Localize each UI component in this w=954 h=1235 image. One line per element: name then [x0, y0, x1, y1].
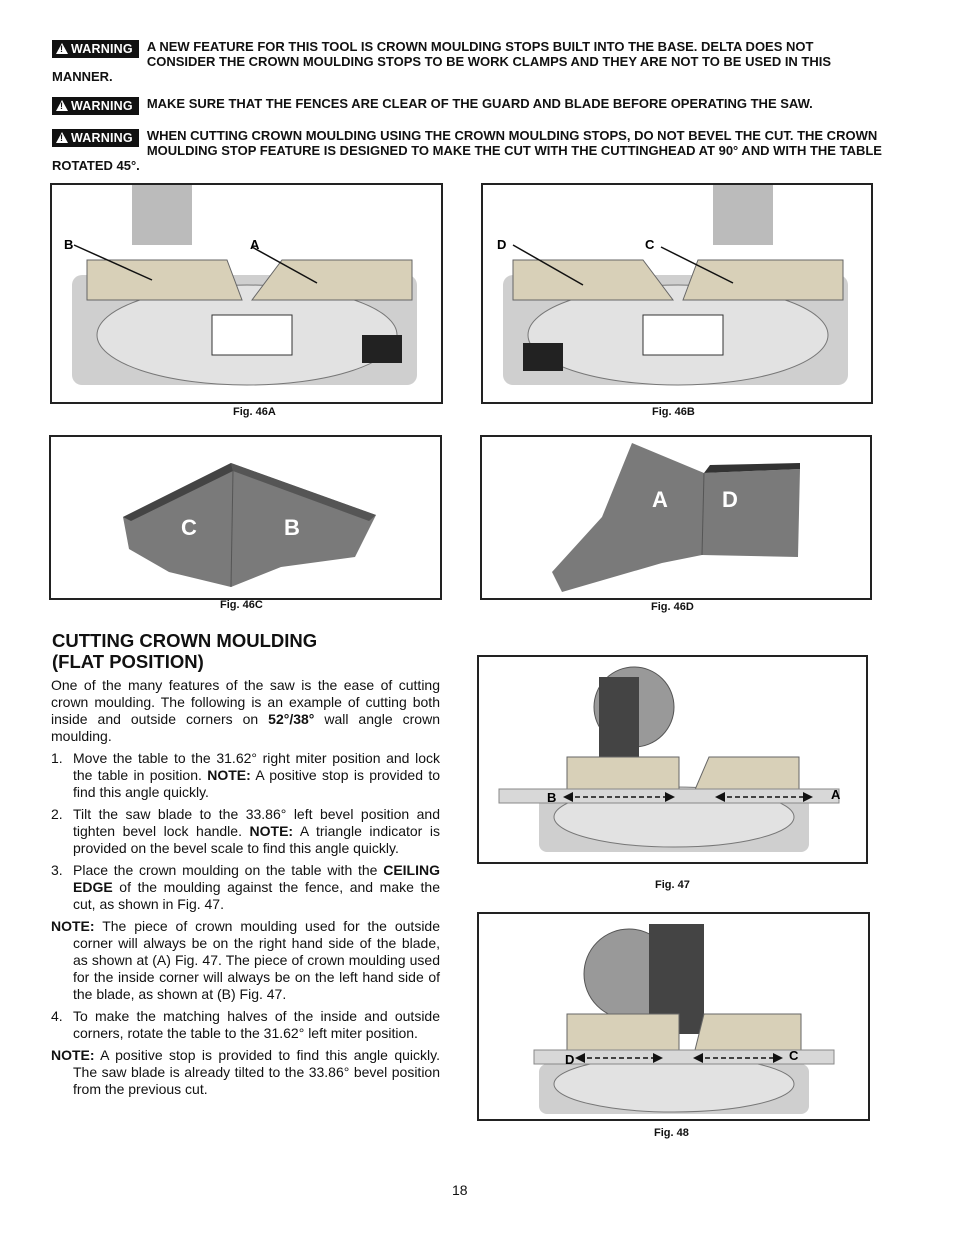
warning-badge: !WARNING [52, 129, 139, 147]
label-c: C [645, 237, 655, 252]
warning-triangle-icon [56, 43, 68, 54]
figure-46c [49, 435, 442, 600]
crown-moulding-illustration [51, 437, 440, 598]
label-d: D [497, 237, 507, 252]
saw-cut-illustration [479, 657, 866, 862]
warning-triangle-icon [56, 132, 68, 143]
warning-badge: !WARNING [52, 97, 139, 115]
figure-48 [477, 912, 870, 1121]
step-4: 4. To make the matching halves of the inside and outside corners, rotate the table to the 31.62° left miter position. [51, 1008, 440, 1041]
section-body [51, 677, 440, 1103]
warning-3 [52, 128, 882, 173]
step-2: 2. Tilt the saw blade to the 33.86° left bevel position and tighten bevel lock handle. NOTE: A triangle indicator is provided on the bevel scale to find this angle quickly. [51, 806, 440, 856]
figure-46b [481, 183, 873, 404]
warning-2-text: MAKE SURE THAT THE FENCES ARE CLEAR OF THE GUARD AND BLADE BEFORE OPERATING THE SAW. [146, 96, 813, 111]
note-1: NOTE: The piece of crown moulding used for the outside corner will always be on the right hand side of the blade, as shown at (A) Fig. 47. The piece of crown moulding used for the inside corner will always be on the left hand side of the blade, as shown at (B) Fig. 47. [51, 918, 440, 1002]
label-c: C [181, 515, 197, 540]
step-1: 1. Move the table to the 31.62° right miter position and lock the table in position. NOTE: A positive stop is provided to find this angle quickly. [51, 750, 440, 800]
saw-table-illustration [483, 185, 871, 402]
label-a: A [831, 787, 841, 802]
warning-3-text: WHEN CUTTING CROWN MOULDING USING THE CROWN MOULDING STOPS, DO NOT BEVEL THE CUT. THE CROWN MOULDING STOP FEATURE IS DESIGNED TO MAKE THE CUT WITH THE CUTTINGHEAD AT 90° AND WITH THE TABLE ROTATED 45°. [52, 128, 882, 173]
caption-48: Fig. 48 [654, 1127, 689, 1139]
intro-paragraph: One of the many features of the saw is the ease of cutting crown moulding. The following is an example of cutting both inside and outside corners on 52°/38° wall angle crown moulding. [51, 677, 440, 744]
note-2: NOTE: A positive stop is provided to find this angle quickly. The saw blade is already tilted to the 33.86° bevel position from the previous cut. [51, 1047, 440, 1097]
warning-2 [52, 96, 882, 115]
caption-46a: Fig. 46A [233, 406, 276, 418]
caption-46d: Fig. 46D [651, 601, 694, 613]
warning-triangle-icon [56, 100, 68, 111]
section-title: CUTTING CROWN MOULDING (FLAT POSITION) [52, 630, 318, 672]
page-number: 18 [452, 1182, 468, 1198]
warning-badge: !WARNING [52, 40, 139, 58]
label-d: D [722, 487, 738, 512]
figure-46a [50, 183, 443, 404]
caption-46b: Fig. 46B [652, 406, 695, 418]
label-b: B [284, 515, 300, 540]
caption-47: Fig. 47 [655, 879, 690, 891]
figure-46d [480, 435, 872, 600]
label-a: A [652, 487, 668, 512]
crown-moulding-illustration [482, 437, 870, 598]
label-d: D [565, 1052, 575, 1067]
saw-table-illustration [52, 185, 441, 402]
label-b: B [547, 790, 557, 805]
saw-cut-illustration [479, 914, 868, 1119]
warning-1 [52, 39, 882, 84]
label-b: B [64, 237, 74, 252]
caption-46c: Fig. 46C [220, 599, 263, 611]
warning-1-text: A NEW FEATURE FOR THIS TOOL IS CROWN MOULDING STOPS BUILT INTO THE BASE. DELTA DOES NOT CONSIDER THE CROWN MOULDING STOPS TO BE WORK CLAMPS AND THEY ARE NOT TO BE USED IN THIS MANNER. [52, 39, 832, 84]
label-c: C [789, 1048, 799, 1063]
step-3: 3. Place the crown moulding on the table with the CEILING EDGE of the moulding against the fence, and make the cut, as shown in Fig. 47. [51, 862, 440, 912]
label-a: A [250, 237, 260, 252]
figure-47 [477, 655, 868, 864]
